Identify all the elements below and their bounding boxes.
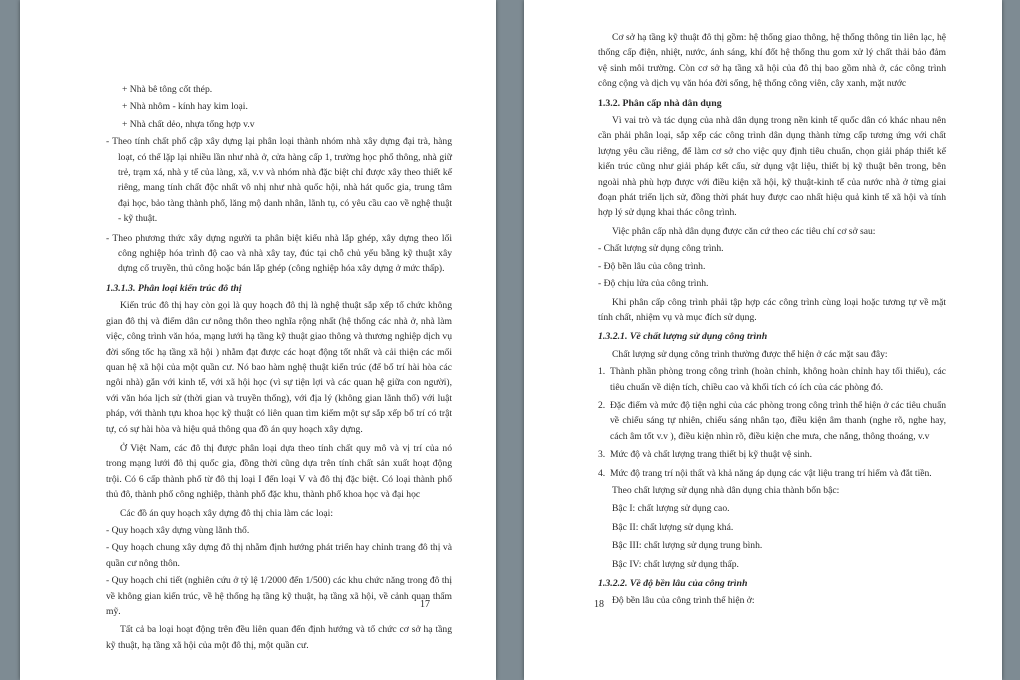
paragraph: Kiến trúc đô thị hay còn gọi là quy hoạch đô thị là nghệ thuật sắp xếp tổ chức không gian đô thị và điểm dân cư nông thôn theo nghĩa rộng nhất (hệ thống các nhà ở, nhà làm việc, công trình văn hóa, mạng lưới hạ tầng kỹ thuật giao thông và thương nghiệp dịch vụ đời sống tốc hạ tầng xã hội ) nhằm đạt được các hoạt động tốt nhất và cải thiện các mối quan hệ xã hội của một quần cư. Nó bao hàm nghệ thuật kiến trúc (để bố trí hài hòa các ngôi nhà) gắn với kinh tế, với xã hội học (vì sự tiện lợi và các quan hệ giữa con người), với văn hóa lịch sử (thời gian và truyền thống), với địa lý (không gian lãnh thổ) với luật pháp, với thành tựu khoa học kỹ thuật có liên quan tìm kiếm một sự sắp xếp bố trí có trật tự, có sự hài hòa và hiệu quả thông qua đồ án quy hoạch xây dựng. [106, 300, 452, 435]
paragraph: Độ bền lâu của công trình thể hiện ở: [612, 595, 755, 607]
list-item: - Độ chịu lửa của công trình. [598, 278, 709, 290]
page-number: 17 [420, 598, 430, 610]
document-page-right [524, 0, 1002, 680]
paragraph: - Theo phương thức xây dựng người ta phân biệt kiểu nhà lắp ghép, xây dựng theo lối công nghiệp hóa trình độ cao và nhà xây tay, đúc tại chỗ chủ yếu bằng kỹ thuật xây dựng cổ truyền, thủ công hoặc bán lắp ghép (công nghiệp hóa xây dựng ở mức thấp). [106, 232, 452, 275]
list-item: - Quy hoạch xây dựng vùng lãnh thổ. [106, 524, 250, 536]
bullet-item: + Nhà nhôm - kính hay kim loại. [122, 101, 248, 113]
paragraph: Ở Việt Nam, các đô thị được phân loại dựa theo tính chất quy mô và vị trí của nó trong mạng lưới đô thị quốc gia, đồng thời cũng dựa trên tính chất sản xuất hoạt động trội. Có 6 cấp thành phố từ đô thị loại I đến loại V và đô thị đặc biệt. Có loại thành phố thủ đô, thành phố công nghiệp, thành phố đặc khu, thành phố khoa học và đại học [106, 442, 452, 501]
section-heading: 1.3.1.3. Phân loại kiến trúc đô thị [106, 282, 242, 294]
paragraph: Chất lượng sử dụng công trình thường được thể hiện ở các mặt sau đây: [612, 348, 888, 360]
paragraph: Cơ sở hạ tầng kỹ thuật đô thị gồm: hệ thống giao thông, hệ thống thông tin liên lạc, hệ thống cấp điện, nhiệt, nước, ánh sáng, khí đốt hệ thống thu gom xử lý chất thải bảo đảm vệ sinh môi trường. Còn cơ sở hạ tầng xã hội của đô thị bao gồm nhà ở, các công trình công cộng và dịch vụ văn hóa đời sống, hệ thống công viên, cây xanh, mặt nước [598, 32, 946, 90]
paragraph: Việc phân cấp nhà dân dụng được căn cứ theo các tiêu chí cơ sở sau: [612, 225, 876, 237]
bullet-item: + Nhà chất dẻo, nhựa tổng hợp v.v [122, 118, 255, 130]
list-item: Bậc III: chất lượng sử dụng trung bình. [612, 540, 763, 552]
list-item: 1. Thành phần phòng trong công trình (hoàn chỉnh, không hoàn chỉnh hay tối thiểu), các tiêu chuẩn về diện tích, chiều cao và khối tích có ích của các phòng đó. [598, 366, 946, 393]
paragraph: Khi phân cấp công trình phải tập hợp các công trình cùng loại hoặc tương tự về mặt tính chất, nhiệm vụ và mục đích sử dụng. [598, 296, 946, 323]
paragraph: Các đồ án quy hoạch xây dựng đô thị chia làm các loại: [120, 507, 333, 519]
paragraph: Tất cả ba loại hoạt động trên đều liên quan đến định hướng và tổ chức cơ sở hạ tầng kỹ thuật, hạ tầng xã hội của một đô thị, một quần cư. [106, 624, 452, 651]
paragraph: Theo chất lượng sử dụng nhà dân dụng chia thành bốn bậc: [612, 484, 840, 496]
section-heading: 1.3.2. Phân cấp nhà dân dụng [598, 97, 722, 109]
bullet-item: + Nhà bê tông cốt thép. [122, 84, 213, 95]
list-item: - Độ bền lâu của công trình. [598, 260, 706, 272]
section-heading: 1.3.2.2. Về độ bền lâu của công trình [598, 578, 748, 589]
paragraph: Vì vai trò và tác dụng của nhà dân dụng trong nền kinh tế quốc dân có khác nhau nên cần phải phân loại, sắp xếp các công trình dân dụng thành từng cấp tương ứng với chất lượng yêu cầu riêng, để làm cơ sở cho việc quy định tiêu chuẩn, chọn giải pháp thiết kế kiến trúc cũng như giải pháp kết cấu, sử dụng vật liệu, thiết bị kỹ thuật bên trong, bên ngoài nhà phù hợp được với điều kiện xã hội, kỹ thuật-kinh tế của nước nhà ở từng giai đoạn phát triển lịch sử, đồng thời phát huy được cao nhất hiệu quả kinh tế xã hội và tính hợp lý sử dụng khai thác công trình. [598, 115, 946, 219]
list-item: - Quy hoạch chung xây dựng đô thị nhằm định hướng phát triển hay chỉnh trang đô thị và quần cư nông thôn. [106, 542, 452, 569]
list-item: - Quy hoạch chi tiết (nghiên cứu ở tỷ lệ 1/2000 đến 1/500) các khu chức năng trong đô thị về không gian kiến trúc, về hệ thống hạ tầng kỹ thuật, hạ tầng xã hội, về cảnh quan thẩm mỹ. [106, 575, 452, 617]
list-item: 2. Đặc điểm và mức độ tiện nghi của các phòng trong công trình thể hiện ở các tiêu chuẩn về chiếu sáng tự nhiên, chiếu sáng nhân tạo, điều kiện âm thanh (nghe rõ, nghe hay, cách âm tốt v.v ), điều kiện nhìn rõ, điều kiện che mưa, che nắng, thông thoáng, v.v [598, 399, 946, 442]
section-heading: 1.3.2.1. Về chất lượng sử dụng công trình [598, 331, 768, 343]
list-item: 3. Mức độ và chất lượng trang thiết bị kỹ thuật vệ sinh. [598, 449, 812, 461]
list-item: Bậc II: chất lượng sử dụng khá. [612, 521, 734, 533]
list-item: Bậc IV: chất lượng sử dụng thấp. [612, 558, 739, 570]
list-item: Bậc I: chất lượng sử dụng cao. [612, 503, 730, 515]
list-item: 4. Mức độ trang trí nội thất và khả năng áp dụng các vật liệu trang trí hiếm và đắt tiền. [598, 467, 932, 479]
paragraph: - Theo tính chất phổ cập xây dựng lại phân loại thành nhóm nhà xây dựng đại trà, hàng loạt, có thể lặp lại nhiều lần như nhà ở, cửa hàng cấp 1, trường học phổ thông, nhà giữ trẻ, trạm xá, nhà y tế của làng, xã, v.v và nhóm nhà đặc biệt chỉ được xây theo thiết kế riêng, mang tính chất độc nhất vô nhị như nhà quốc hội, nhà hát quốc gia, trung tâm đại học, bảo tàng thành phố, lăng mộ danh nhân, lãnh tụ, có yêu cầu cao về nghệ thuật - kỹ thuật. [106, 136, 452, 225]
page-number: 18 [594, 598, 604, 610]
list-item: - Chất lượng sử dụng công trình. [598, 243, 724, 255]
document-page-left [20, 0, 496, 680]
numbered-list [598, 364, 946, 481]
